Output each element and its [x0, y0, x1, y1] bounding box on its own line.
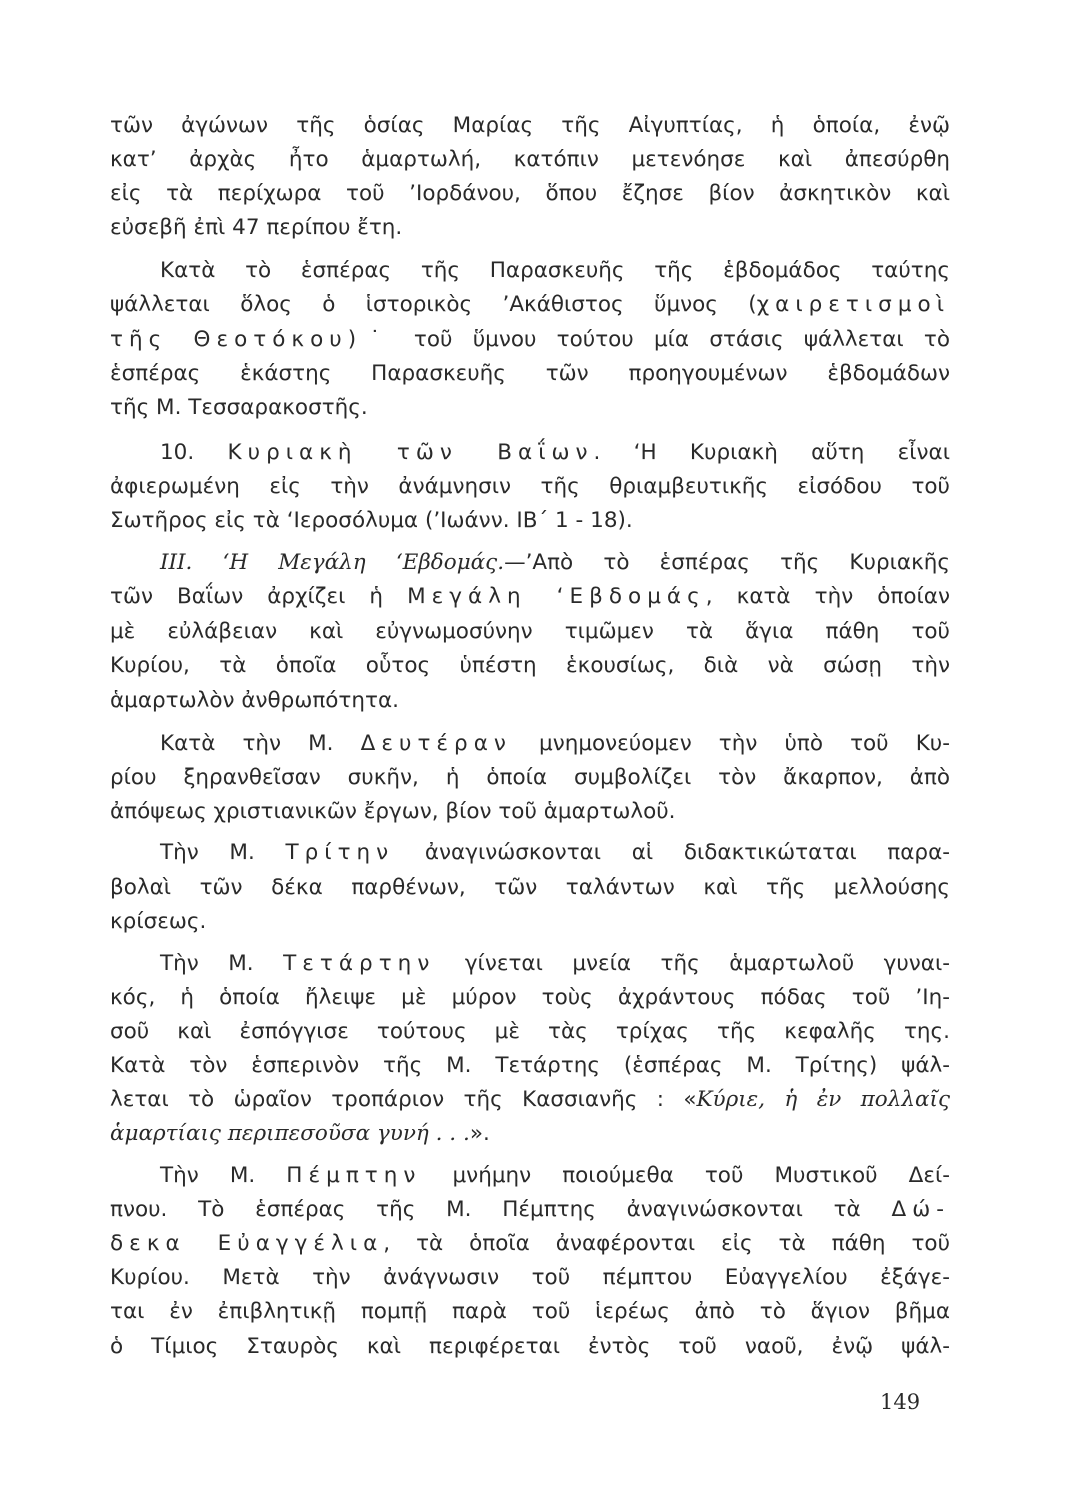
text-line: τῶν Βαΐων ἀρχίζει ἡ Μεγάλη ‘Εβδομάς, κατὰ τὴν ὁποίαν [110, 584, 950, 609]
spaced-emphasis: Τετάρτην [283, 951, 436, 976]
text-line: σοῦ καὶ ἐσπόγγισε τούτους μὲ τὰς τρίχας τῆς κεφαλῆς της. [110, 1019, 950, 1044]
text-line: ὁ Τίμιος Σταυρὸς καὶ περιφέρεται ἐντὸς τοῦ ναοῦ, ἐνῷ ψάλ- [110, 1334, 950, 1359]
text-line: ἁμαρτωλὸν ἀνθρωπότητα. [110, 688, 399, 713]
paragraph-start-line: Τὴν Μ. Τετάρτην γίνεται μνεία τῆς ἁμαρτωλοῦ γυναι- [160, 951, 950, 976]
paragraph-start-line: Τὴν Μ. Πέμπτην μνήμην ποιούμεθα τοῦ Μυστικοῦ Δεί- [160, 1163, 950, 1188]
text-line: ται ἐν ἐπιβλητικῇ πομπῇ παρὰ τοῦ ἱερέως ἀπὸ τὸ ἅγιον βῆμα [110, 1299, 950, 1324]
spaced-emphasis: Δευτέραν [360, 731, 512, 756]
italic-quote: ἁμαρτίαις περιπεσοῦσα γυνή . . . [110, 1121, 470, 1146]
paragraph-start-line: Τὴν Μ. Τρίτην ἀναγινώσκονται αἱ διδακτικώταται παρα- [160, 840, 950, 865]
spaced-emphasis: τῆς Θεοτόκου [110, 327, 348, 352]
spaced-emphasis: Κυριακὴ τῶν Βαΐων [227, 440, 594, 465]
text-line: εἰς τὰ περίχωρα τοῦ ’Ιορδάνου, ὅπου ἔζησε βίον ἀσκητικὸν καὶ [110, 181, 950, 206]
page-number: 149 [880, 1390, 921, 1414]
text-line: ἀπόψεως χριστιανικῶν ἔργων, βίον τοῦ ἁμαρτωλοῦ. [110, 799, 676, 824]
text-line: κός, ἡ ὁποία ἤλειψε μὲ μύρον τοὺς ἀχράντους πόδας τοῦ ’Ιη- [110, 985, 950, 1010]
text-line: κρίσεως. [110, 909, 207, 934]
text-line: κατ’ ἀρχὰς ἦτο ἁμαρτωλή, κατόπιν μετενόησε καὶ ἀπεσύρθη [110, 147, 950, 172]
section-heading-line: ΙΙΙ. ‘Η Μεγάλη ‘Εβδομάς.—’Απὸ τὸ ἑσπέρας τῆς Κυριακῆς [160, 550, 950, 575]
italic-heading: ΙΙΙ. ‘Η Μεγάλη ‘Εβδομάς. [160, 550, 505, 575]
spaced-emphasis: Πέμπτην [286, 1163, 422, 1188]
paragraph-start-line: Κατὰ τὸ ἑσπέρας τῆς Παρασκευῆς τῆς ἑβδομάδος ταύτης [160, 258, 950, 283]
paragraph-start-line: Κατὰ τὴν Μ. Δευτέραν μνημονεύομεν τὴν ὑπὸ τοῦ Κυ- [160, 731, 950, 756]
text-line: τῆς Μ. Τεσσαρακοστῆς. [110, 395, 368, 420]
text-line: Κατὰ τὸν ἑσπερινὸν τῆς Μ. Τετάρτης (ἑσπέρας Μ. Τρίτης) ψάλ- [110, 1053, 950, 1078]
text-line: Κυρίου. Μετὰ τὴν ἀνάγνωσιν τοῦ πέμπτου Εὐαγγελίου ἐξάγε- [110, 1265, 950, 1290]
italic-quote: Κύριε, ἡ ἐν πολλαῖς [696, 1087, 950, 1112]
text-line: μὲ εὐλάβειαν καὶ εὐγνωμοσύνην τιμῶμεν τὰ ἅγια πάθη τοῦ [110, 619, 950, 644]
text-line: πνου. Τὸ ἑσπέρας τῆς Μ. Πέμπτης ἀναγινώσκονται τὰ Δώ- [110, 1197, 950, 1222]
text-line: ἁμαρτίαις περιπεσοῦσα γυνή . . .». [110, 1121, 490, 1146]
text-line: βολαὶ τῶν δέκα παρθένων, τῶν ταλάντων καὶ τῆς μελλούσης [110, 875, 950, 900]
text-line: εὐσεβῆ ἐπὶ 47 περίπου ἔτη. [110, 215, 403, 240]
spaced-emphasis: δεκα Εὐαγγέλια [110, 1231, 384, 1256]
spaced-emphasis: Δώ- [891, 1197, 950, 1222]
text-line: ἑσπέρας ἑκάστης Παρασκευῆς τῶν προηγουμένων ἑβδομάδων [110, 361, 950, 386]
section-heading-line: 10. Κυριακὴ τῶν Βαΐων. ‘Η Κυριακὴ αὕτη εἶναι [160, 440, 950, 465]
text-line: τῆς Θεοτόκου)˙ τοῦ ὕμνου τούτου μία στάσις ψάλλεται τὸ [110, 327, 950, 352]
text-line: δεκα Εὐαγγέλια, τὰ ὁποῖα ἀναφέρονται εἰς τὰ πάθη τοῦ [110, 1231, 951, 1256]
text-line: ἀφιερωμένη εἰς τὴν ἀνάμνησιν τῆς θριαμβευτικῆς εἰσόδου τοῦ [110, 474, 950, 499]
spaced-emphasis: Μεγάλη ‘Εβδομάς [407, 584, 706, 609]
spaced-emphasis: χαιρετισμοὶ [756, 292, 950, 317]
text-line: Κυρίου, τὰ ὁποῖα οὗτος ὑπέστη ἑκουσίως, διὰ νὰ σώσῃ τὴν [110, 653, 950, 678]
text-line: λεται τὸ ὡραῖον τροπάριον τῆς Κασσιανῆς : «Κύριε, ἡ ἐν πολλαῖς [110, 1087, 950, 1112]
text-line: ψάλλεται ὅλος ὁ ἱστορικὸς ’Ακάθιστος ὕμνος (χαιρετισμοὶ [110, 292, 950, 317]
text-line: Σωτῆρος εἰς τὰ ‘Ιεροσόλυμα (’Ιωάνν. ΙΒ΄ 1 - 18). [110, 508, 633, 533]
spaced-emphasis: Τρίτην [285, 840, 395, 865]
text-line: ρίου ξηρανθεῖσαν συκῆν, ἡ ὁποία συμβολίζει τὸν ἄκαρπον, ἀπὸ [110, 765, 950, 790]
text-line: τῶν ἀγώνων τῆς ὁσίας Μαρίας τῆς Αἰγυπτίας, ἡ ὁποία, ἐνῷ [110, 113, 950, 138]
